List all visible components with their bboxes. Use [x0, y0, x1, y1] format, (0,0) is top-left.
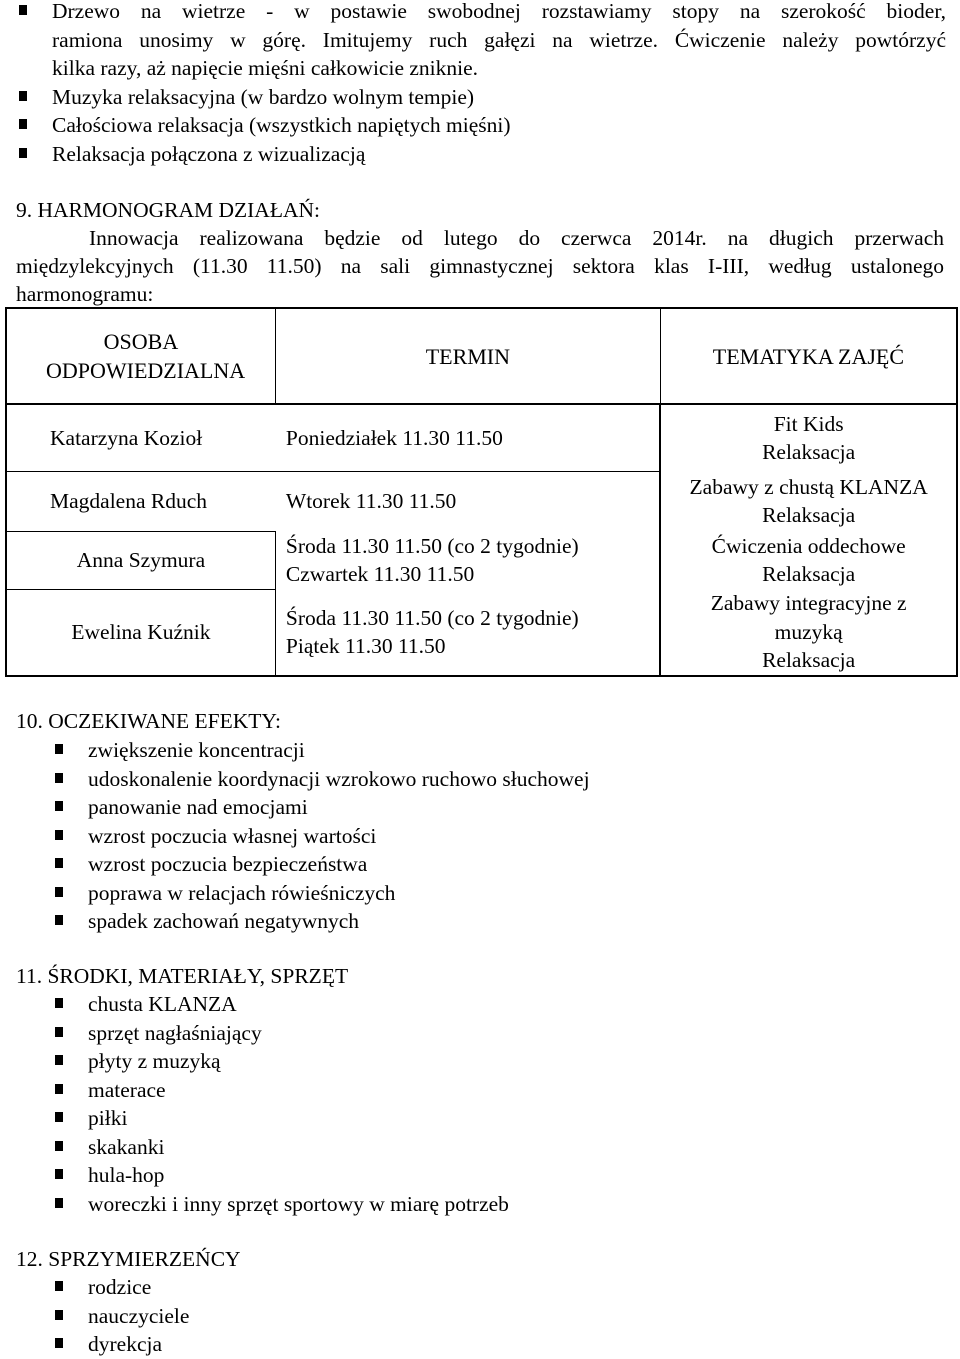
person-name: Anna Szymura: [76, 547, 206, 572]
list-item: [16, 0, 946, 83]
topics-cell: [660, 589, 957, 676]
header-topics: TEMATYKA ZAJĘĆ: [660, 308, 957, 404]
section-12-heading: 12. SPRZYMIERZEŃCY: [16, 1247, 241, 1271]
schedule-table: [5, 307, 958, 677]
list-item: hula-hop: [52, 1161, 509, 1190]
list-item: skakanki: [52, 1133, 509, 1162]
topic-line: Ćwiczenia oddechowe: [711, 533, 906, 558]
list-item: dyrekcja: [52, 1330, 189, 1359]
topic-line: Zabawy integracyjne z: [710, 591, 907, 616]
topic-line: Relaksacja: [762, 562, 856, 586]
term-line: Poniedziałek 11.30 11.50: [285, 425, 503, 450]
term-cell: [276, 589, 660, 676]
topic-line: Zabawy z chustą KLANZA: [689, 474, 928, 499]
person-cell: [6, 404, 275, 471]
person-cell: [6, 531, 275, 589]
term-line: Wtorek 11.30 11.50: [285, 489, 457, 513]
section-11-heading: 11. ŚRODKI, MATERIAŁY, SPRZĘT: [16, 964, 349, 988]
list-item: panowanie nad emocjami: [52, 793, 590, 822]
list-item: sprzęt nagłaśniający: [52, 1019, 509, 1048]
bullet-line: ramiona unosimy w górę. Imitujemy ruch gałęzi na wietrze. Ćwiczenie należy powtórzyć: [52, 27, 946, 52]
person-cell: [6, 589, 275, 676]
term-line: Środa 11.30 11.50 (co 2 tygodnie): [285, 605, 579, 630]
header-term: TERMIN: [275, 308, 660, 404]
list-item: spadek zachowań negatywnych: [52, 907, 590, 936]
table-row: [6, 589, 957, 676]
list-item: nauczyciele: [52, 1302, 189, 1331]
list-item: rodzice: [52, 1273, 189, 1302]
topics-cell: [660, 404, 957, 471]
topic-line: muzyką: [774, 619, 843, 644]
topic-line: Relaksacja: [762, 440, 856, 464]
section-9-heading: 9. HARMONOGRAM DZIAŁAŃ:: [16, 198, 320, 222]
section-11-list: [52, 990, 509, 1218]
section-10-list: [52, 736, 590, 936]
list-item: woreczki i inny sprzęt sportowy w miarę potrzeb: [52, 1190, 509, 1219]
section-10-heading: 10. OCZEKIWANE EFEKTY:: [16, 709, 281, 733]
list-item: udoskonalenie koordynacji wzrokowo ruchowo słuchowej: [52, 765, 590, 794]
topics-cell: [660, 531, 957, 589]
table-row: [6, 471, 957, 531]
person-name: Ewelina Kuźnik: [71, 620, 211, 644]
table-row: [6, 404, 957, 471]
topic-line: Fit Kids: [773, 411, 844, 436]
topic-line: Relaksacja: [762, 648, 856, 673]
person-cell: [6, 471, 275, 531]
person-name: Katarzyna Kozioł: [50, 425, 203, 450]
list-item: Muzyka relaksacyjna (w bardzo wolnym tempie): [16, 83, 946, 112]
list-item: poprawa w relacjach rówieśniczych: [52, 879, 590, 908]
header-cell: [6, 308, 275, 404]
bullet-line: Drzewo na wietrze - w postawie swobodnej rozstawiamy stopy na szerokość bioder,: [52, 0, 946, 23]
list-item: wzrost poczucia własnej wartości: [52, 822, 590, 851]
list-item: materace: [52, 1076, 509, 1105]
header-person: OSOBA ODPOWIEDZIALNA: [45, 329, 246, 383]
term-cell: [276, 531, 660, 589]
topic-line: Relaksacja: [762, 503, 856, 527]
list-item: Całościowa relaksacja (wszystkich napiętych mięśni): [16, 111, 946, 140]
table-header-row: [6, 308, 957, 404]
term-line: Czwartek 11.30 11.50: [285, 562, 475, 586]
topics-cell: [660, 471, 957, 531]
list-item: Relaksacja połączona z wizualizacją: [16, 140, 946, 169]
term-cell: [276, 404, 660, 471]
list-item: chusta KLANZA: [52, 990, 509, 1019]
person-name: Magdalena Rduch: [50, 488, 208, 513]
table-row: [6, 531, 957, 589]
term-line: Piątek 11.30 11.50: [285, 634, 446, 658]
bullet-line: kilka razy, aż napięcie mięśni całkowicie zniknie.: [52, 56, 479, 80]
list-item: płyty z muzyką: [52, 1047, 509, 1076]
list-item: piłki: [52, 1104, 509, 1133]
list-item: wzrost poczucia bezpieczeństwa: [52, 850, 590, 879]
section-9-line: międzylekcyjnych (11.30 11.50) na sali gimnastycznej sektora klas I-III, według ustalonego: [16, 254, 944, 278]
top-bullet-list: [16, 0, 946, 168]
term-cell: [276, 471, 660, 531]
term-line: Środa 11.30 11.50 (co 2 tygodnie): [285, 533, 579, 558]
list-item: zwiększenie koncentracji: [52, 736, 590, 765]
section-9-line: Innowacja realizowana będzie od lutego do czerwca 2014r. na długich przerwach: [89, 226, 944, 250]
section-12-list: [52, 1273, 189, 1359]
section-9-line: harmonogramu:: [16, 282, 154, 306]
